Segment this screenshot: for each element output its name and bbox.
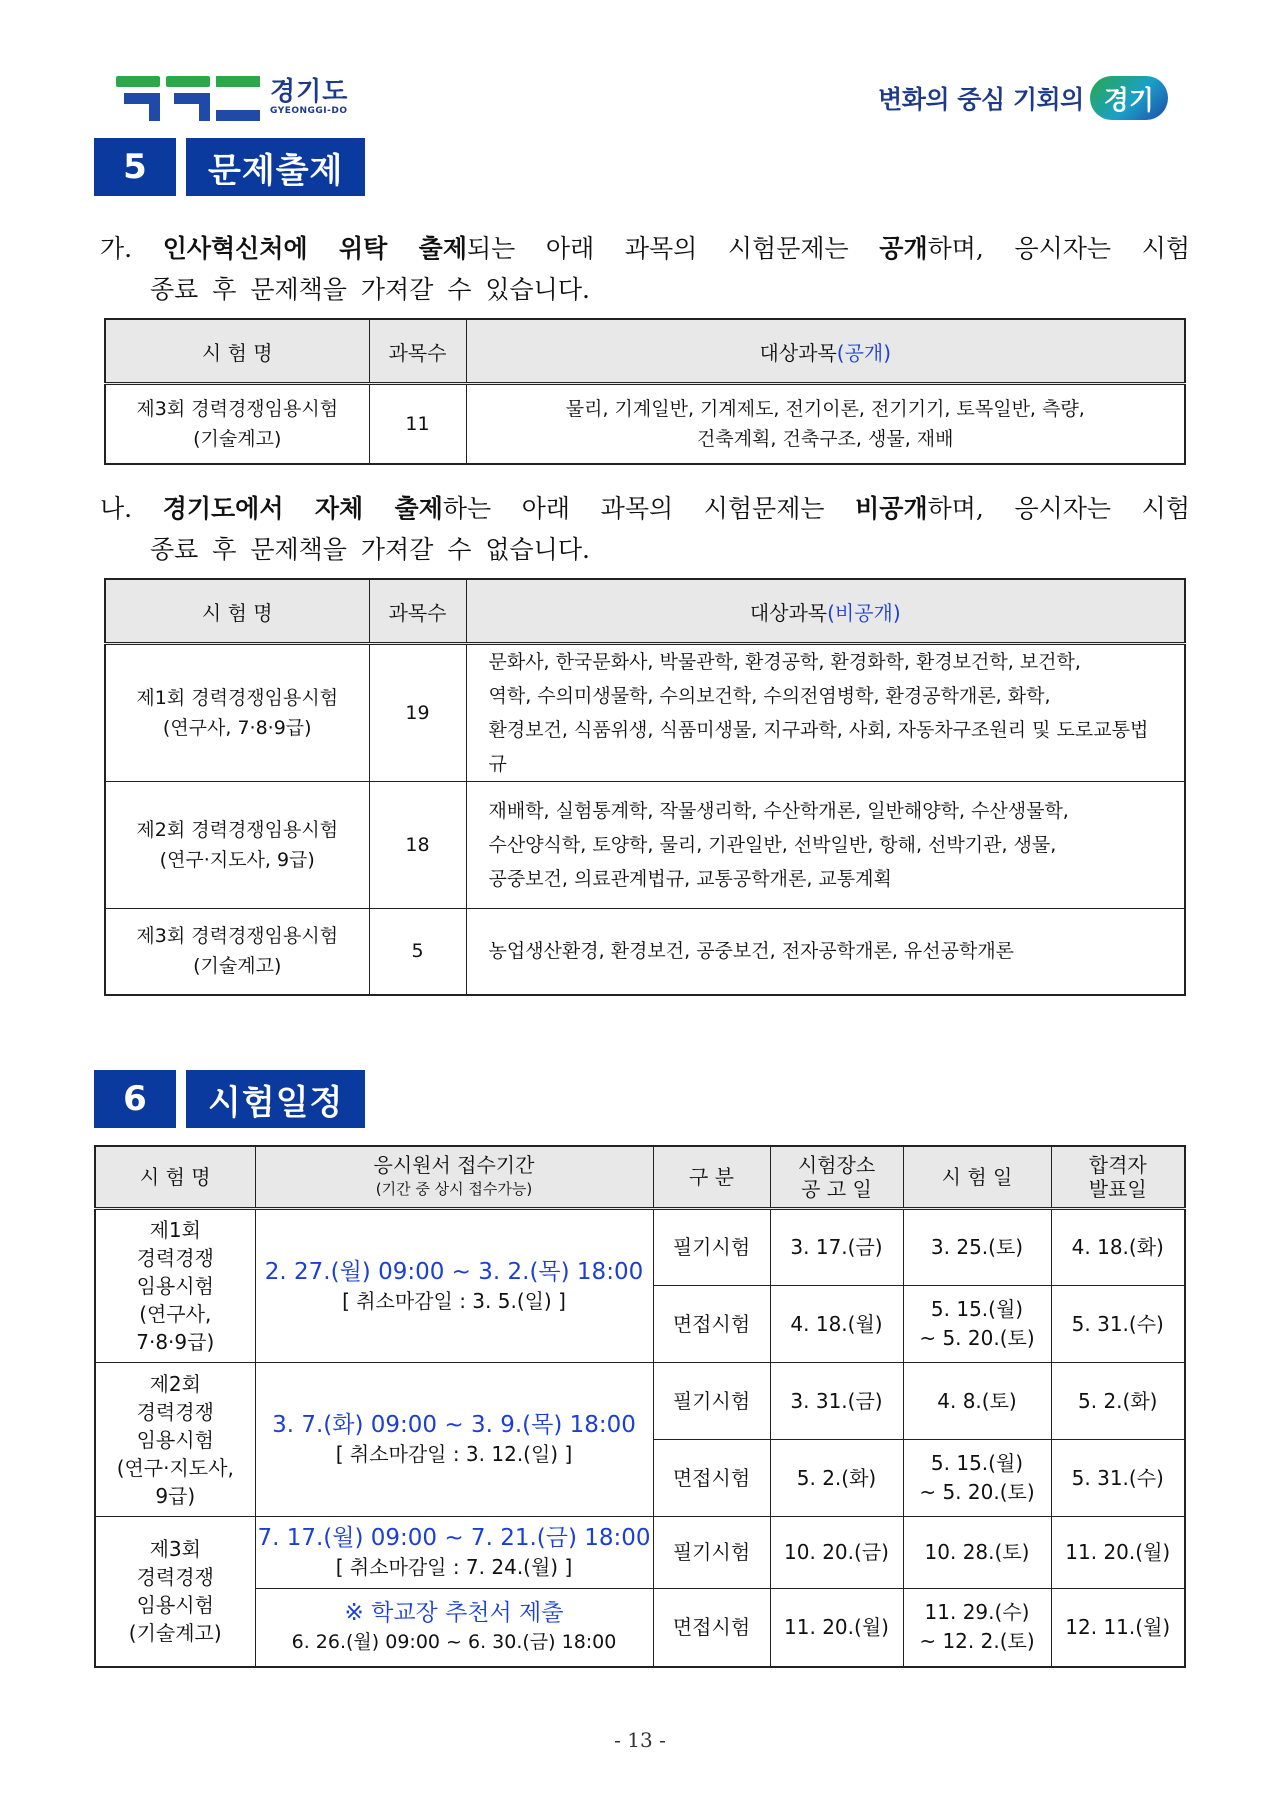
table-exam-schedule (94, 1145, 1186, 1668)
section-title: 시험일정 (186, 1070, 365, 1128)
para-line2: 종료 후 문제책을 가져갈 수 있습니다. (150, 275, 590, 304)
para-text: 되는 아래 과목의 시험문제는 (467, 234, 849, 263)
header-period: 응시원서 접수기간 (기간 중 상시 접수가능) (255, 1146, 653, 1209)
header-count: 과목수 (369, 319, 466, 384)
para-prefix: 나. (100, 494, 133, 523)
section-title: 문제출제 (186, 138, 365, 196)
section-number: 5 (94, 138, 176, 196)
header-venue: 시험장소 공 고 일 (770, 1146, 903, 1209)
slogan-text: 변화의 중심 기회의 (878, 85, 1084, 114)
table-row: 면접시험 4. 18.(월) 5. 15.(월) ~ 5. 20.(토) 5. 31.(수) (95, 1286, 1185, 1363)
paragraph-ga (100, 228, 1190, 310)
table-row: 제3회 경력경쟁임용시험 (기술계고) 5 농업생산환경, 환경보건, 공중보건, 전자공학개론, 유선공학개론 (105, 909, 1185, 995)
para-text: 하며, 응시자는 시험 (927, 234, 1190, 263)
table-private-subjects (104, 578, 1186, 996)
table-row: 제1회 경력경쟁 임용시험 (연구사, 7·8·9급) 2. 27.(월) 09:00 ~ 3. 2.(목) 18:00 [ 취소마감일 : 3. 5.(일) ] 필기시험 3. 17.(금) 3. 25.(토) 4. 18.(화) (95, 1209, 1185, 1286)
logo-mark-icon (116, 72, 260, 122)
logo-text-ko: 경기도 (270, 77, 349, 107)
para-prefix: 가. (100, 234, 133, 263)
table-row: 제1회 경력경쟁임용시험 (연구사, 7·8·9급) 19 문화사, 한국문화사, 박물관학, 환경공학, 환경화학, 환경보건학, 보건학, 역학, 수의미생물학, 수의보건학, 수의전염병학, 환경공학개론, 화학, 환경보건, 식품위생, 식품미생물, 지구과학, 사회, 자동차구조원리 및 도로교통법규 (105, 644, 1185, 782)
header-count: 과목수 (369, 579, 466, 644)
table-row: 제2회 경력경쟁 임용시험 (연구·지도사, 9급) 3. 7.(화) 09:00 ~ 3. 9.(목) 18:00 [ 취소마감일 : 3. 12.(일) ] 필기시험 3. 31.(금) 4. 8.(토) 5. 2.(화) (95, 1363, 1185, 1440)
header-exam-day: 시 험 일 (903, 1146, 1051, 1209)
para-text: 하는 아래 과목의 시험문제는 (442, 494, 825, 523)
table-row: 제3회 경력경쟁임용시험 (기술계고) 11 물리, 기계일반, 기계제도, 전기이론, 전기기기, 토목일반, 측량, 건축계획, 건축구조, 생물, 재배 (105, 384, 1185, 464)
table-row: ※ 학교장 추천서 제출 6. 26.(월) 09:00 ~ 6. 30.(금) 18:00 면접시험 11. 20.(월) 11. 29.(수) ~ 12. 2.(토) 12. 11.(월) (95, 1589, 1185, 1667)
para-line2: 종료 후 문제책을 가져갈 수 없습니다. (150, 535, 590, 564)
table-row: 제2회 경력경쟁임용시험 (연구·지도사, 9급) 18 재배학, 실험통계학, 작물생리학, 수산학개론, 일반해양학, 수산생물학, 수산양식학, 토양학, 물리, 기관일반, 선박일반, 항해, 선박기관, 생물, 공중보건, 의료관계법규, 교통공학개론, 교통계획 (105, 782, 1185, 909)
paragraph-na (100, 488, 1190, 570)
table-public-subjects (104, 318, 1186, 465)
slogan (878, 76, 1168, 120)
slogan-pill: 경기 (1090, 76, 1168, 120)
header-type: 구 분 (653, 1146, 770, 1209)
table-row: 제3회 경력경쟁 임용시험 (기술계고) 7. 17.(월) 09:00 ~ 7. 21.(금) 18:00 [ 취소마감일 : 7. 24.(월) ] 필기시험 10. 20.(금) 10. 28.(토) 11. 20.(월) (95, 1517, 1185, 1589)
gyeonggi-logo (116, 72, 348, 122)
page-number: - 13 - (614, 1728, 666, 1752)
logo-text-en: GYEONGGI-DO (270, 106, 348, 116)
header-subjects: 대상과목(비공개) (466, 579, 1185, 644)
section-5-heading (94, 138, 365, 196)
header-exam-name: 시 험 명 (105, 579, 369, 644)
para-bold: 인사혁신처에 위탁 출제 (162, 234, 467, 263)
para-bold: 경기도에서 자체 출제 (162, 494, 443, 523)
section-6-heading (94, 1070, 365, 1128)
header-result: 합격자 발표일 (1051, 1146, 1185, 1209)
para-text: 하며, 응시자는 시험 (927, 494, 1190, 523)
header-exam-name: 시 험 명 (95, 1146, 255, 1209)
header-exam-name: 시 험 명 (105, 319, 369, 384)
para-bold: 공개 (879, 234, 928, 263)
para-bold: 비공개 (855, 494, 928, 523)
header-subjects: 대상과목(공개) (466, 319, 1185, 384)
table-row: 면접시험 5. 2.(화) 5. 15.(월) ~ 5. 20.(토) 5. 31.(수) (95, 1440, 1185, 1517)
section-number: 6 (94, 1070, 176, 1128)
